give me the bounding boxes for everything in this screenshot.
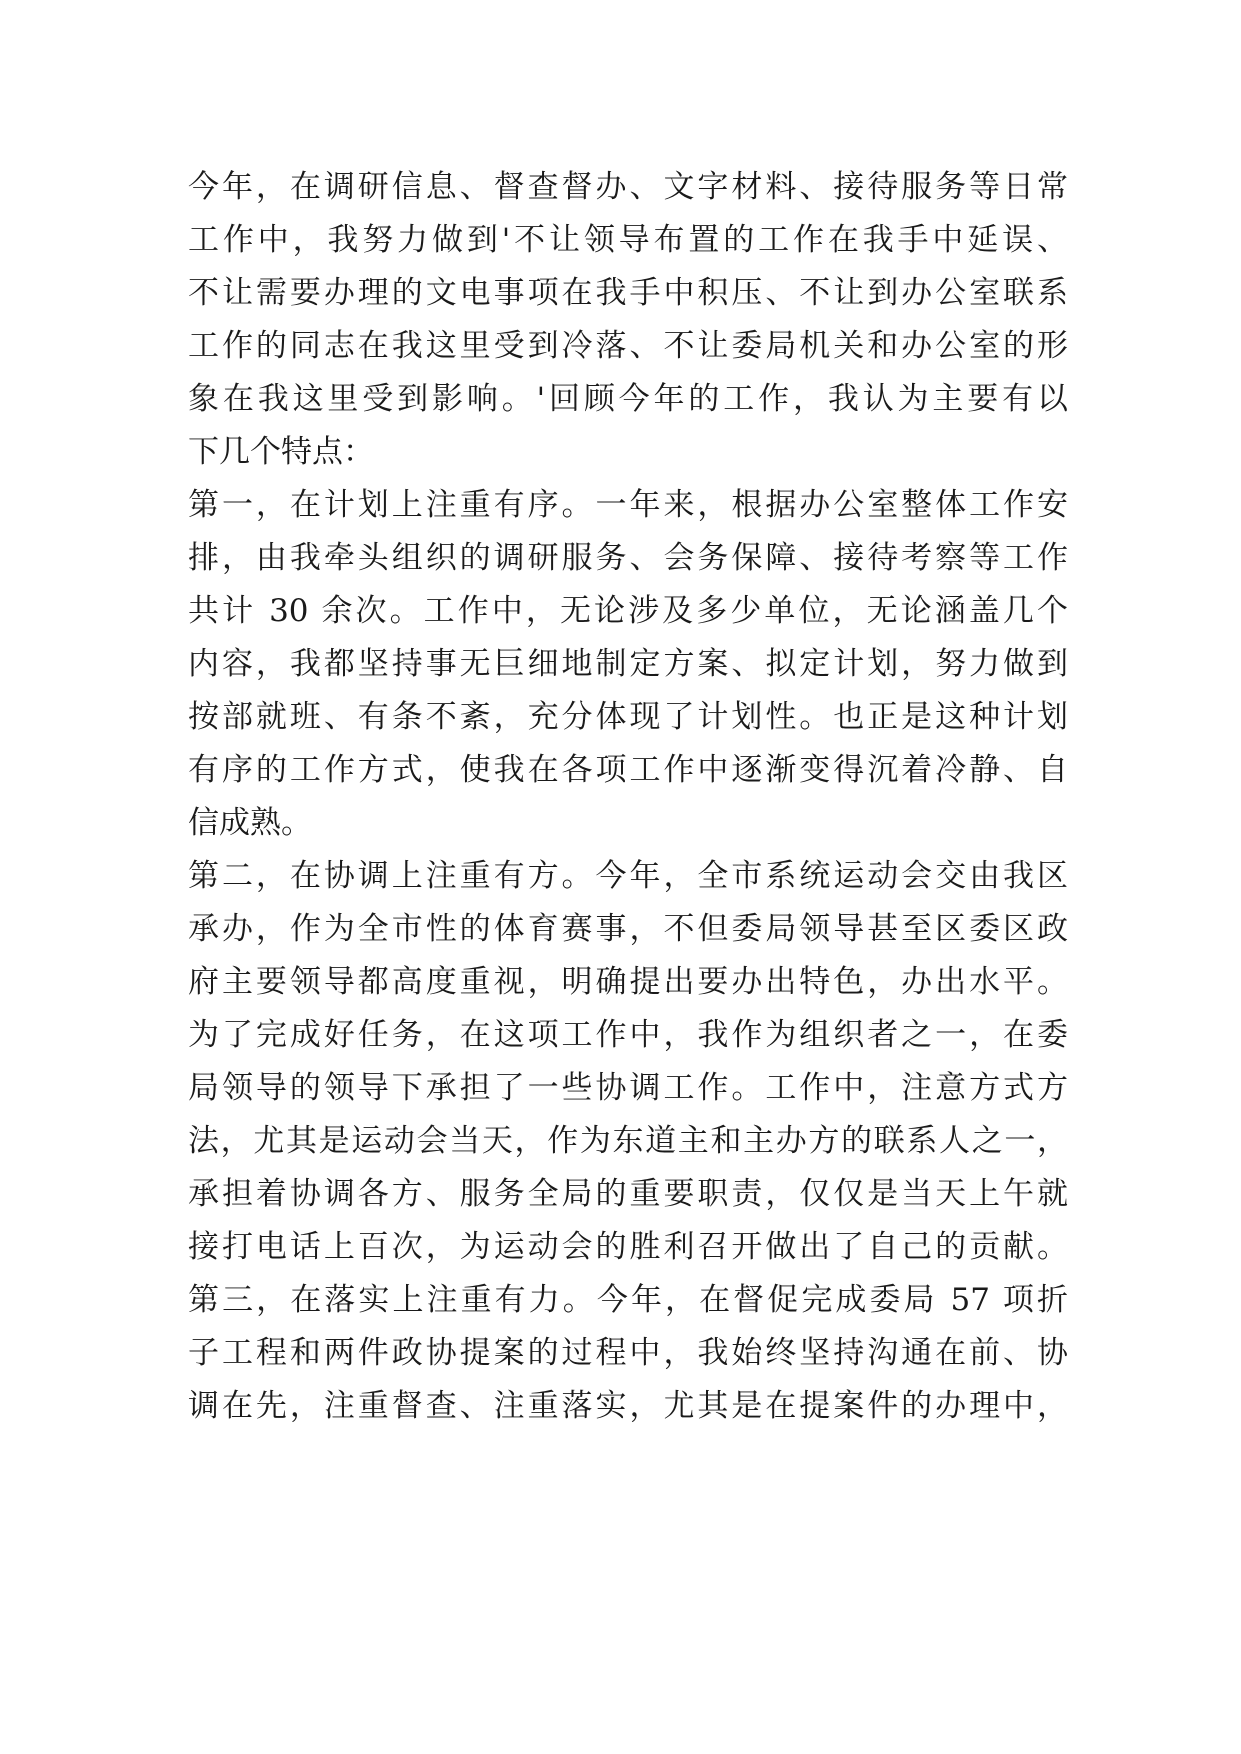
text-line: 局领导的领导下承担了一些协调工作。工作中，注意方式方 — [188, 1070, 1068, 1106]
text-line: 信成熟。 — [188, 805, 312, 841]
text-line: 承担着协调各方、服务全局的重要职责，仅仅是当天上午就 — [188, 1176, 1068, 1212]
text-line: 不让需要办理的文电事项在我手中积压、不让到办公室联系 — [188, 275, 1068, 311]
text-line: 有序的工作方式，使我在各项工作中逐渐变得沉着冷静、自 — [188, 752, 1068, 788]
text-line: 排，由我牵头组织的调研服务、会务保障、接待考察等工作 — [188, 540, 1068, 576]
text-line: 工作的同志在我这里受到冷落、不让委局机关和办公室的形 — [188, 328, 1068, 364]
text-line: 调在先，注重督查、注重落实，尤其是在提案件的办理中， — [188, 1388, 1068, 1424]
text-line: 共计 30 余次。工作中，无论涉及多少单位，无论涵盖几个 — [188, 593, 1068, 629]
text-line: 第一，在计划上注重有序。一年来，根据办公室整体工作安 — [188, 487, 1068, 523]
text-line: 今年，在调研信息、督查督办、文字材料、接待服务等日常 — [188, 169, 1068, 205]
text-line: 法，尤其是运动会当天，作为东道主和主办方的联系人之一， — [188, 1123, 1068, 1159]
text-line: 象在我这里受到影响。'回顾今年的工作，我认为主要有以 — [188, 381, 1068, 417]
text-line: 第二，在协调上注重有方。今年，全市系统运动会交由我区 — [188, 858, 1068, 894]
text-line: 内容，我都坚持事无巨细地制定方案、拟定计划，努力做到 — [188, 646, 1068, 682]
text-line: 承办，作为全市性的体育赛事，不但委局领导甚至区委区政 — [188, 911, 1068, 947]
text-line: 子工程和两件政协提案的过程中，我始终坚持沟通在前、协 — [188, 1335, 1068, 1371]
text-line: 工作中，我努力做到'不让领导布置的工作在我手中延误、 — [188, 222, 1068, 258]
text-line: 按部就班、有条不紊，充分体现了计划性。也正是这种计划 — [188, 699, 1068, 735]
text-line: 接打电话上百次，为运动会的胜利召开做出了自己的贡献。 — [188, 1229, 1068, 1265]
text-line: 为了完成好任务，在这项工作中，我作为组织者之一，在委 — [188, 1017, 1068, 1053]
text-line: 下几个特点： — [188, 434, 374, 470]
text-line: 第三，在落实上注重有力。今年，在督促完成委局 57 项折 — [188, 1282, 1068, 1318]
text-line: 府主要领导都高度重视，明确提出要办出特色，办出水平。 — [188, 964, 1068, 1000]
document-body — [188, 161, 1068, 1433]
